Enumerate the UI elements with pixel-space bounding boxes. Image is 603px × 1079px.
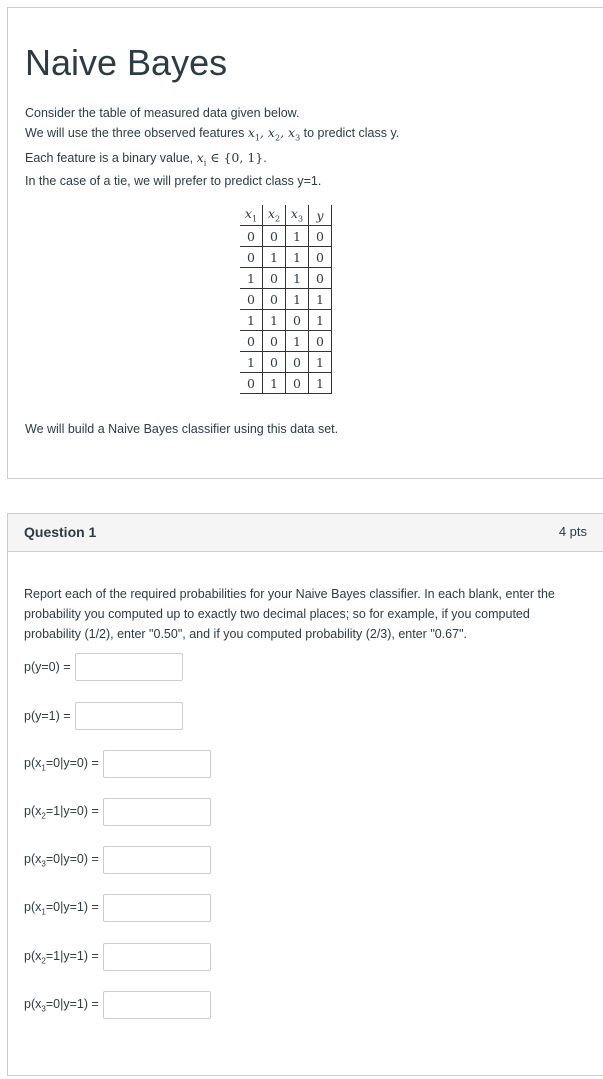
- probability-label: p(y=0) =: [24, 660, 71, 674]
- intro-line-3: Each feature is a binary value, $x_i$ ∈ {0, 1}.: [25, 149, 267, 167]
- data-table: [240, 205, 332, 394]
- table-cell: 0: [263, 331, 286, 352]
- table-cell: 1: [309, 310, 332, 331]
- intro-text: [25, 104, 399, 191]
- table-row: [240, 310, 332, 331]
- question-title: Question 1: [24, 524, 97, 540]
- table-cell: 0: [240, 373, 263, 394]
- table-cell: 1: [240, 352, 263, 373]
- table-header: $x_3$: [286, 205, 309, 226]
- features-formula: $x_1$, $x_2$, $x_3$: [247, 125, 301, 143]
- table-cell: 0: [309, 247, 332, 268]
- table-cell: 0: [309, 226, 332, 247]
- intro-line-2: We will use the three observed features $x_1$, $x_2$, $x_3$ to predict class y.: [25, 125, 400, 143]
- probability-label: $p(x_2=1|y=0)$ =: [24, 803, 99, 821]
- probability-input[interactable]: [75, 653, 183, 681]
- table-row: [240, 331, 332, 352]
- probability-field: [24, 798, 211, 826]
- probability-input[interactable]: [103, 750, 211, 778]
- table-cell: 0: [240, 226, 263, 247]
- probability-label: $p(x_3=0|y=1)$ =: [24, 996, 99, 1014]
- probability-field: [24, 653, 183, 681]
- table-cell: 1: [240, 310, 263, 331]
- table-cell: 1: [263, 373, 286, 394]
- probability-input[interactable]: [103, 846, 211, 874]
- table-row: [240, 226, 332, 247]
- probability-label: p(y=1) =: [24, 709, 71, 723]
- question-points: 4 pts: [558, 524, 587, 539]
- table-header: $x_1$: [240, 205, 263, 226]
- table-cell: 0: [263, 289, 286, 310]
- binary-formula: $x_i$ ∈ {0, 1}: [196, 149, 264, 167]
- table-cell: 0: [240, 289, 263, 310]
- page-title: Naive Bayes: [25, 42, 228, 83]
- table-cell: 0: [263, 268, 286, 289]
- probability-input[interactable]: [103, 894, 211, 922]
- question-panel: [7, 513, 603, 1076]
- probability-label: $p(x_1=0|y=0)$ =: [24, 755, 99, 773]
- table-header: $x_2$: [263, 205, 286, 226]
- table-cell: 1: [309, 289, 332, 310]
- table-cell: 0: [286, 310, 309, 331]
- probability-label: $p(x_3=0|y=0)$ =: [24, 851, 99, 869]
- table-row: [240, 268, 332, 289]
- closing-text: We will build a Naive Bayes classifier using this data set.: [25, 422, 339, 436]
- table-header-row: [240, 205, 332, 226]
- table-cell: 1: [309, 352, 332, 373]
- intro-line-4: In the case of a tie, we will prefer to predict class y=1.: [25, 174, 322, 188]
- probability-label: $p(x_2=1|y=1)$ =: [24, 948, 99, 966]
- probability-field: [24, 702, 183, 730]
- table-cell: 0: [240, 331, 263, 352]
- table-cell: 1: [263, 310, 286, 331]
- intro-line-1: Consider the table of measured data given below.: [25, 106, 300, 120]
- probability-field: [24, 846, 211, 874]
- table-cell: 0: [286, 352, 309, 373]
- probability-input[interactable]: [103, 991, 211, 1019]
- table-row: [240, 289, 332, 310]
- table-cell: 1: [286, 247, 309, 268]
- table-cell: 1: [286, 268, 309, 289]
- table-cell: 1: [240, 268, 263, 289]
- table-cell: 0: [309, 331, 332, 352]
- probability-input[interactable]: [75, 702, 183, 730]
- probability-field: [24, 943, 211, 971]
- table-cell: 0: [240, 247, 263, 268]
- probability-input[interactable]: [103, 798, 211, 826]
- table-cell: 1: [263, 247, 286, 268]
- table-header: y: [309, 205, 332, 226]
- table-cell: 0: [286, 373, 309, 394]
- table-row: [240, 352, 332, 373]
- table-cell: 0: [309, 268, 332, 289]
- question-header: [8, 514, 603, 552]
- intro-panel: [7, 7, 603, 479]
- table-row: [240, 373, 332, 394]
- table-cell: 0: [263, 226, 286, 247]
- question-instructions: Report each of the required probabilities for your Naive Bayes classifier. In each blank, enter the probability you computed up to exactly two decimal places; so for example, if you computed probability (1/2), enter "0.50", and if you computed probability (2/3), enter "0.67".: [24, 587, 555, 641]
- table-cell: 0: [263, 352, 286, 373]
- table-row: [240, 247, 332, 268]
- probability-field: [24, 894, 211, 922]
- table-cell: 1: [309, 373, 332, 394]
- probability-field: [24, 991, 211, 1019]
- table-cell: 1: [286, 289, 309, 310]
- probability-input[interactable]: [103, 943, 211, 971]
- probability-label: $p(x_1=0|y=1)$ =: [24, 899, 99, 917]
- table-cell: 1: [286, 331, 309, 352]
- table-cell: 1: [286, 226, 309, 247]
- probability-field: [24, 750, 211, 778]
